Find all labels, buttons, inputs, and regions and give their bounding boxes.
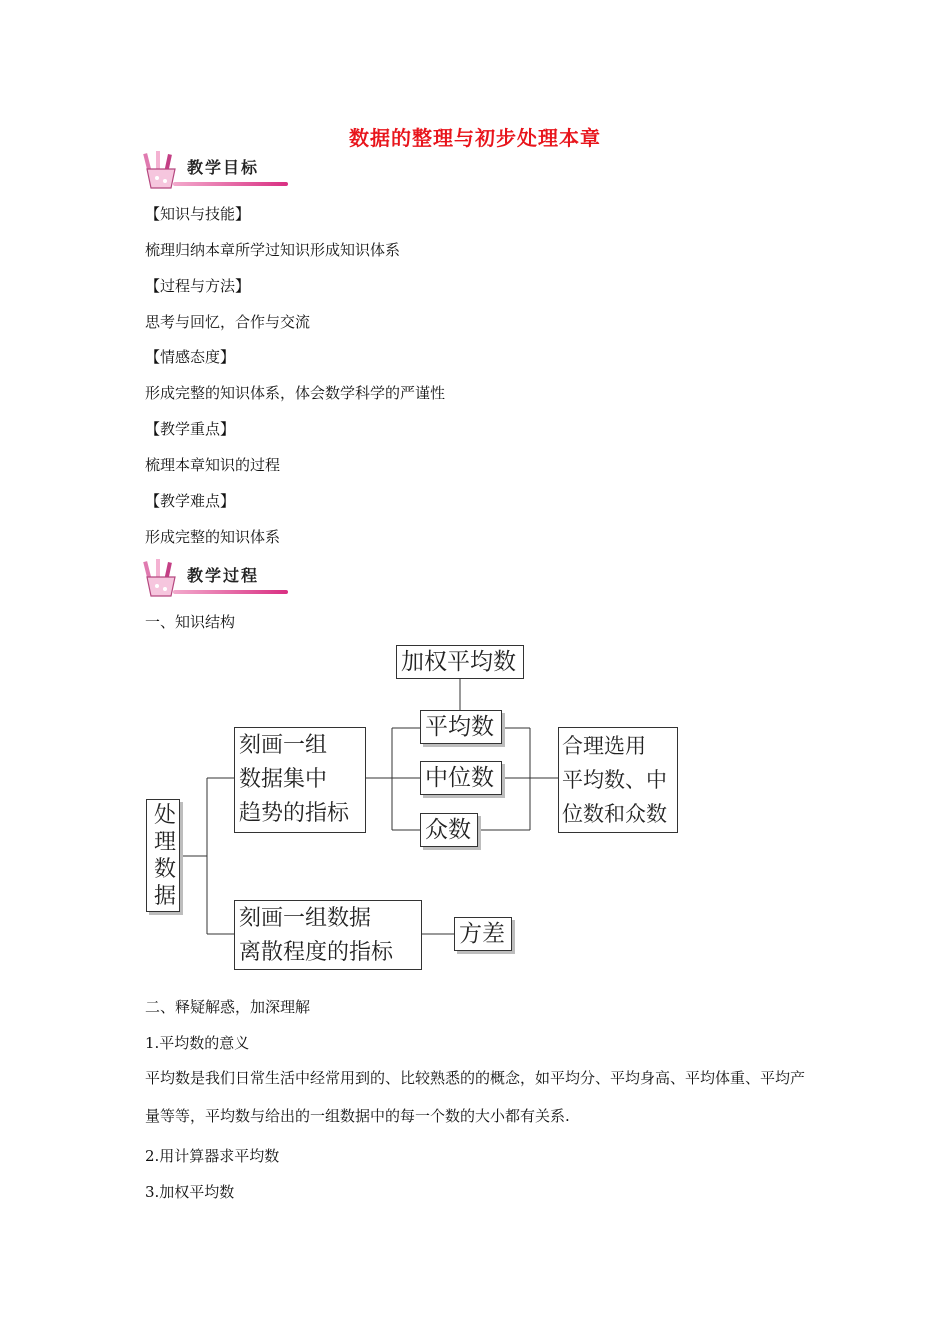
- objective-text: 思考与回忆，合作与交流: [145, 313, 311, 331]
- item-heading: 3.加权平均数: [145, 1183, 235, 1201]
- item-heading: 2.用计算器求平均数: [145, 1147, 280, 1165]
- objective-heading: 【教学重点】: [145, 420, 236, 438]
- item-paragraph: 平均数是我们日常生活中经常用到的、比较熟悉的的概念，如平均分、平均身高、平均体重、平均产量等等，平均数与给出的一组数据中的每一个数的大小都有关系.: [145, 1069, 806, 1125]
- objective-text: 形成完整的知识体系: [145, 528, 281, 546]
- document-title: 数据的整理与初步处理本章: [349, 126, 601, 150]
- root-char: 处: [153, 803, 176, 828]
- node-line: 位数和众数: [562, 802, 667, 826]
- root-char: 数: [153, 857, 176, 882]
- node-line: 平均数、中: [562, 768, 667, 792]
- node-variance: [454, 917, 512, 951]
- node-line: 刻画一组: [239, 733, 328, 758]
- node-central-tendency: [234, 727, 366, 833]
- root-node-process-data: [146, 799, 180, 912]
- node-label: 加权平均数: [401, 649, 516, 675]
- item-heading: 1.平均数的意义: [145, 1034, 250, 1052]
- node-line: 离散程度的指标: [239, 940, 394, 965]
- badge-label: 教学目标: [187, 158, 260, 177]
- node-label: 中位数: [425, 765, 494, 791]
- node-mode: [420, 813, 478, 847]
- section-heading: 一、知识结构: [145, 613, 236, 631]
- objective-heading: 【过程与方法】: [145, 277, 251, 295]
- node-mean: [420, 710, 502, 744]
- badge-label: 教学过程: [187, 566, 260, 585]
- objective-text: 梳理归纳本章所学过知识形成知识体系: [145, 241, 401, 259]
- node-choose-measures: [558, 727, 678, 833]
- node-line: 趋势的指标: [239, 801, 350, 826]
- node-line: 数据集中: [239, 767, 328, 792]
- node-label: 方差: [459, 921, 505, 947]
- node-label: 众数: [425, 817, 471, 843]
- section-heading: 二、释疑解惑，加深理解: [145, 998, 311, 1016]
- node-line: 刻画一组数据: [239, 906, 372, 931]
- objective-heading: 【情感态度】: [145, 348, 236, 366]
- node-line: 合理选用: [562, 734, 646, 758]
- objective-heading: 【知识与技能】: [145, 205, 251, 223]
- node-weighted-mean: [396, 645, 524, 679]
- objective-text: 梳理本章知识的过程: [145, 456, 281, 474]
- root-char: 据: [153, 884, 176, 909]
- node-median: [420, 761, 502, 795]
- objective-text: 形成完整的知识体系，体会数学科学的严谨性: [145, 384, 446, 402]
- root-char: 理: [153, 830, 176, 855]
- objective-heading: 【教学难点】: [145, 492, 236, 510]
- node-dispersion: [234, 900, 422, 970]
- node-label: 平均数: [425, 714, 494, 740]
